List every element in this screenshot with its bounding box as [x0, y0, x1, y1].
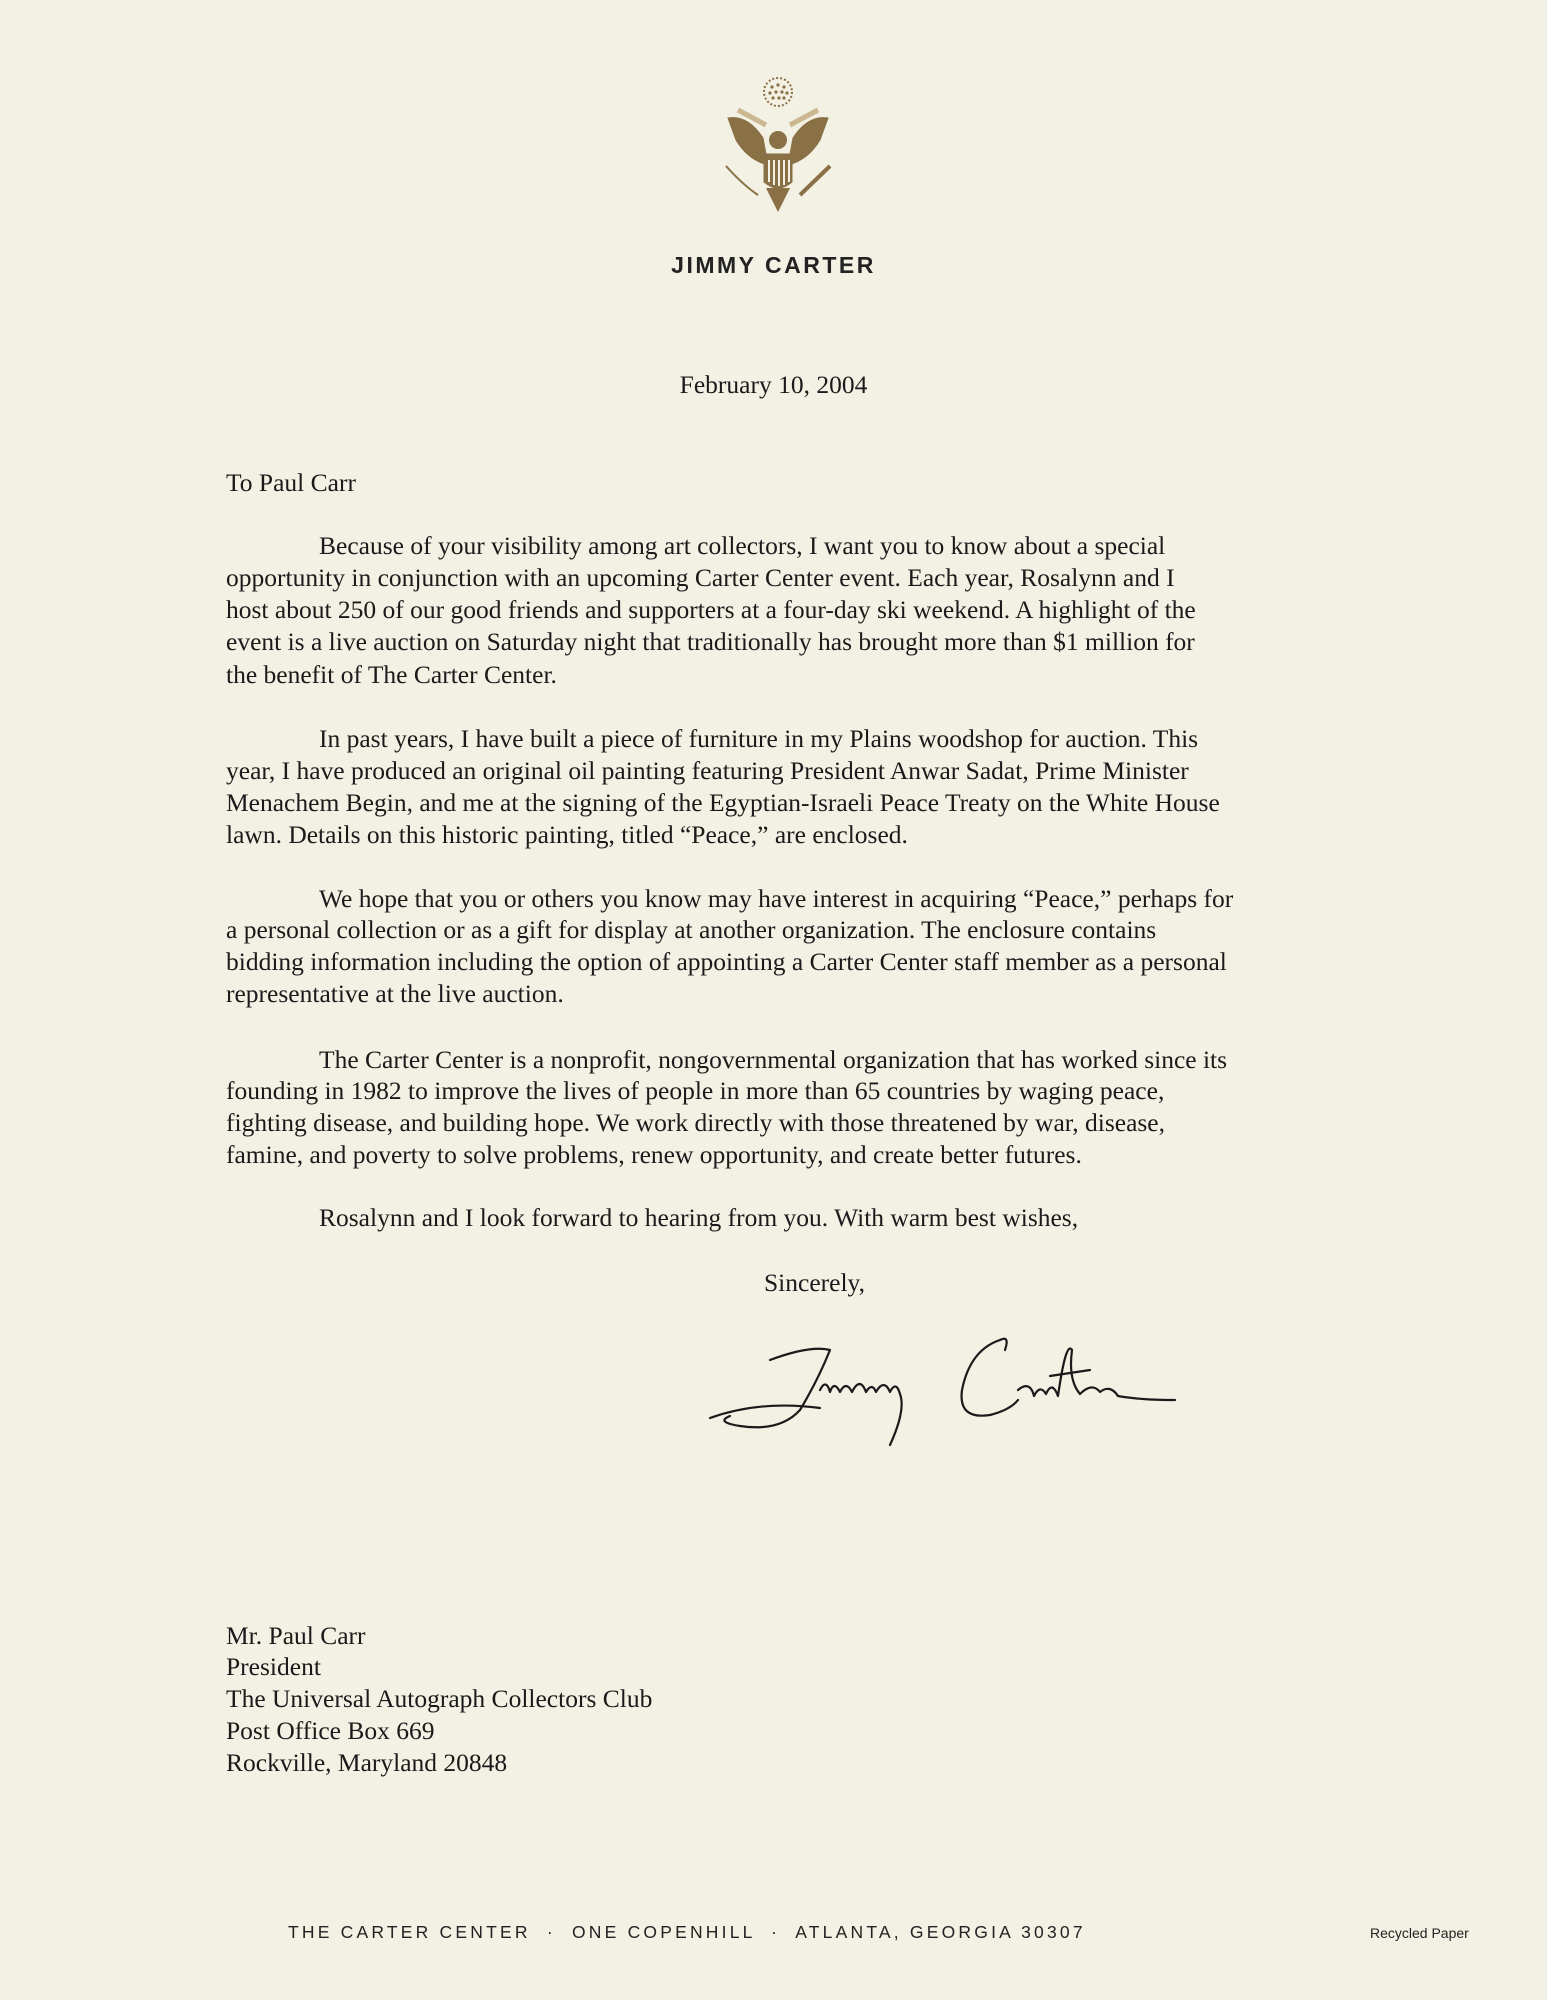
letterhead-name: JIMMY CARTER [671, 252, 876, 278]
address-line: Mr. Paul Carr [226, 1621, 366, 1650]
text-line: fighting disease, and building hope. We work directly with those threatened by war, disease, [226, 1108, 1166, 1137]
address-line: Post Office Box 669 [226, 1716, 435, 1745]
text-line: bidding information including the option of appointing a Carter Center staff member as a personal [226, 947, 1227, 976]
text-line: In past years, I have built a piece of furniture in my Plains woodshop for auction. This [319, 724, 1199, 753]
text-line: famine, and poverty to solve problems, renew opportunity, and create better futures. [226, 1140, 1082, 1169]
text-line: host about 250 of our good friends and supporters at a four-day ski weekend. A highlight of the [226, 595, 1196, 624]
salutation: To Paul Carr [226, 468, 356, 497]
address-line: Rockville, Maryland 20848 [226, 1748, 508, 1777]
footer-address: THE CARTER CENTER · ONE COPENHILL · ATLANTA, GEORGIA 30307 [288, 1922, 1086, 1942]
address-line: The Universal Autograph Collectors Club [226, 1684, 653, 1713]
closing-line: Rosalynn and I look forward to hearing from you. With warm best wishes, [319, 1203, 1079, 1232]
text-line: representative at the live auction. [226, 979, 564, 1008]
text-line: Menachem Begin, and me at the signing of the Egyptian-Israeli Peace Treaty on the White House [226, 788, 1220, 817]
recycled-paper-note: Recycled Paper [1370, 1925, 1469, 1941]
text-line: a personal collection or as a gift for display at another organization. The enclosure contains [226, 915, 1157, 944]
text-line: year, I have produced an original oil painting featuring President Anwar Sadat, Prime Minister [226, 756, 1189, 785]
letter-date: February 10, 2004 [679, 370, 868, 399]
text-line: event is a live auction on Saturday night that traditionally has brought more than $1 million for [226, 627, 1195, 656]
text-line: We hope that you or others you know may have interest in acquiring “Peace,” perhaps for [319, 884, 1234, 913]
text-line: founding in 1982 to improve the lives of people in more than 65 countries by waging peace, [226, 1076, 1165, 1105]
text-line: the benefit of The Carter Center. [226, 660, 557, 689]
text-line: The Carter Center is a nonprofit, nongovernmental organization that has worked since its [319, 1045, 1228, 1074]
signature [700, 1320, 1180, 1460]
text-line: Because of your visibility among art collectors, I want you to know about a special [319, 531, 1166, 560]
presidential-seal-icon [708, 70, 848, 220]
sign-off: Sincerely, [764, 1268, 866, 1297]
text-line: opportunity in conjunction with an upcoming Carter Center event. Each year, Rosalynn and I [226, 563, 1175, 592]
address-line: President [226, 1652, 321, 1681]
text-line: lawn. Details on this historic painting, titled “Peace,” are enclosed. [226, 820, 908, 849]
